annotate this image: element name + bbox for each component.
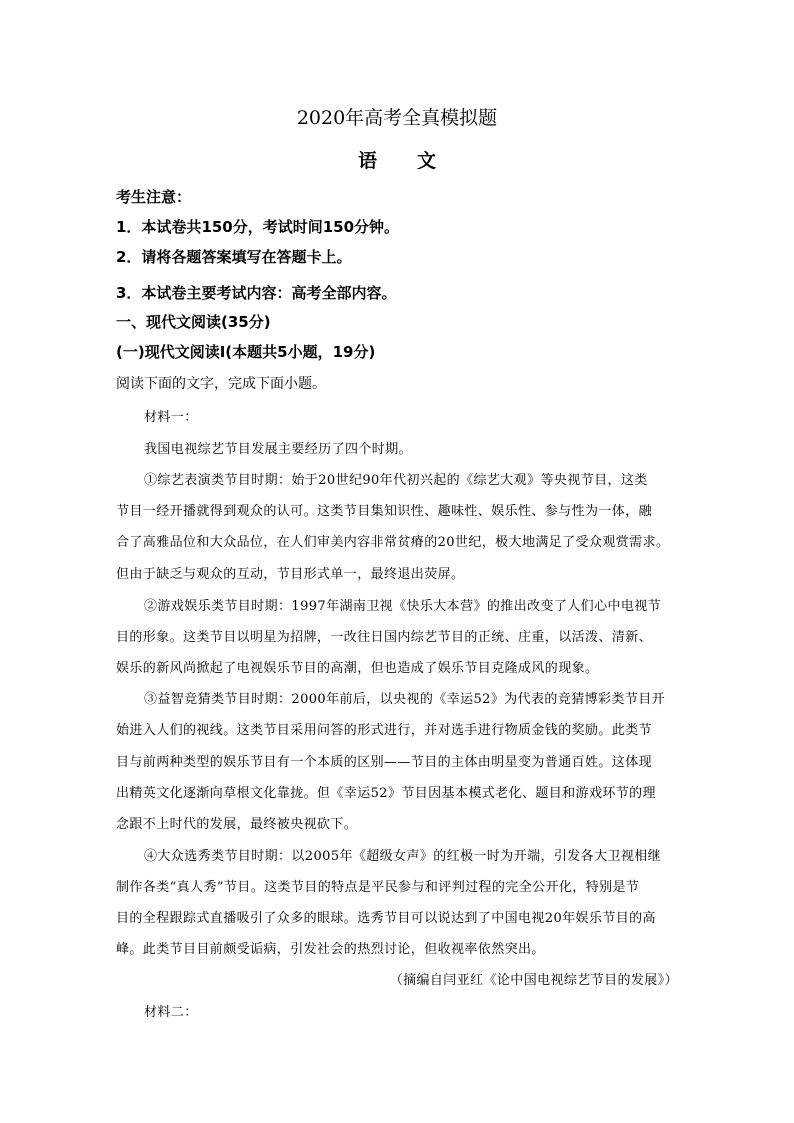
notice-item-2: 2．请将各题答案填写在答题卡上。 (116, 248, 352, 266)
subject-char-1: 语 (357, 150, 377, 172)
notice-item-1: 1．本试卷共150分，考试时间150分钟。 (116, 218, 400, 236)
paragraph-line: 合了高雅品位和大众品位，在人们审美内容非常贫瘠的20世纪，极大地满足了受众观赏需求。 (116, 535, 670, 550)
material-1-label: 材料一： (144, 410, 198, 425)
exam-title: 2020年高考全真模拟题 (296, 107, 498, 129)
paragraph-line: 始进入人们的视线。这类节目采用问答的形式进行，并对选手进行物质金钱的奖励。此类节 (116, 723, 653, 738)
paragraph-line: ②游戏娱乐类节目时期：1997年湖南卫视《快乐大本营》的推出改变了人们心中电视节 (144, 599, 662, 614)
paragraph-line: 念跟不上时代的发展，最终被央视砍下。 (116, 817, 358, 832)
paragraph-line: 目与前两种类型的娱乐节目有一个本质的区别——节目的主体由明星变为普通百姓。这体现 (116, 755, 653, 770)
paragraph-line: 制作各类“真人秀”节目。这类节目的特点是平民参与和评判过程的完全公开化，特别是节 (116, 880, 640, 895)
sub-section-heading: (一)现代文阅读Ⅰ(本题共5小题，19分) (116, 343, 376, 361)
material-1-source: （摘编自闫亚红《论中国电视综艺节目的发展》） (389, 973, 678, 988)
paragraph-line: 节目一经开播就得到观众的认可。这类节目集知识性、趣味性、娱乐性、参与性为一体，融 (116, 504, 653, 519)
paragraph-line: 我国电视综艺节目发展主要经历了四个时期。 (144, 442, 413, 457)
paragraph-line: 目的形象。这类节目以明星为招牌，一改往日国内综艺节目的正统、庄重，以活泼、清新、 (116, 630, 653, 645)
paragraph-line: 出精英文化逐渐向草根文化靠拢。但《幸运52》节目因基本模式老化、题目和游戏环节的理 (116, 786, 656, 801)
subject-title (0, 146, 794, 173)
paragraph-line: 峰。此类节目目前颇受诟病，引发社会的热烈讨论，但收视率依然突出。 (116, 942, 545, 957)
section-heading: 一、现代文阅读(35分) (116, 313, 271, 331)
paragraph-line: ④大众选秀类节目时期：以2005年《超级女声》的红极一时为开端，引发各大卫视相继 (144, 849, 662, 864)
paragraph-line: ③益智竞猜类节目时期：2000年前后，以央视的《幸运52》为代表的竞猜博彩类节目开 (144, 692, 666, 707)
material-2-label: 材料二： (144, 1005, 198, 1020)
instruction: 阅读下面的文字，完成下面小题。 (116, 376, 326, 392)
notice-item-3: 3．本试卷主要考试内容：高考全部内容。 (116, 284, 397, 302)
paragraph-line: 目的全程跟踪式直播吸引了众多的眼球。选秀节目可以说达到了中国电视20年娱乐节目的高 (116, 911, 656, 926)
notice-heading: 考生注意： (116, 188, 192, 206)
paragraph-line: ①综艺表演类节目时期：始于20世纪90年代初兴起的《综艺大观》等央视节目，这类 (144, 473, 648, 488)
paragraph-line: 但由于缺乏与观众的互动，节目形式单一，最终退出荧屏。 (116, 567, 465, 582)
paragraph-line: 娱乐的新风尚掀起了电视娱乐节目的高潮，但也造成了娱乐节目克隆成风的现象。 (116, 661, 599, 676)
subject-char-2: 文 (417, 150, 437, 172)
